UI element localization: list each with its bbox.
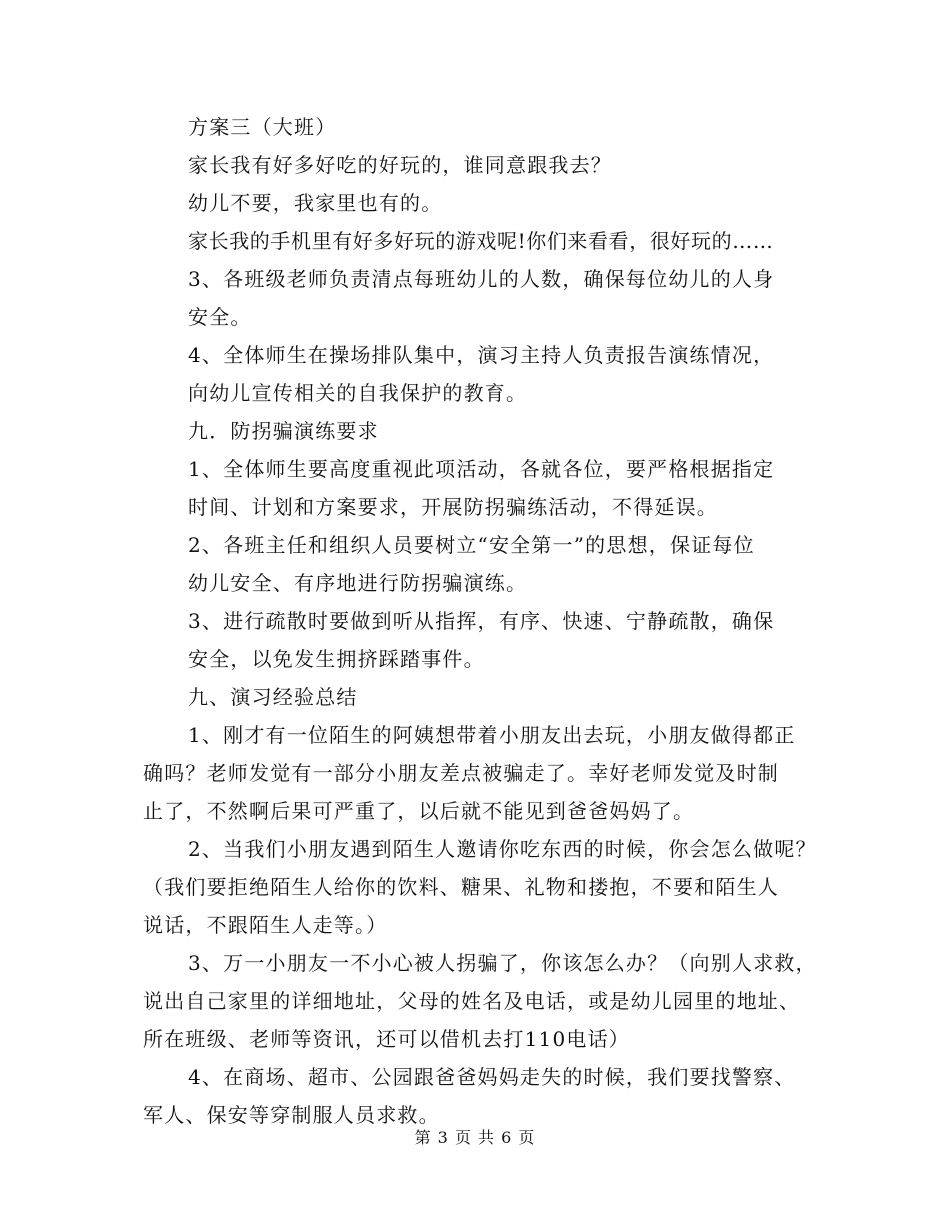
text-line: 安全。 <box>188 305 252 329</box>
text-line: 确吗？老师发觉有一部分小朋友差点被骗走了。幸好老师发觉及时制 <box>143 761 779 785</box>
text-line: 向幼儿宣传相关的自我保护的教育。 <box>188 381 528 405</box>
text-line: 家长我的手机里有好多好玩的游戏呢!你们来看看，很好玩的…… <box>188 229 774 253</box>
text-line: 1、刚才有一位陌生的阿姨想带着小朋友出去玩，小朋友做得都正 <box>188 723 796 747</box>
text-line: 1、全体师生要高度重视此项活动，各就各位，要严格根据指定 <box>188 457 775 481</box>
text-line: 安全，以免发生拥挤踩踏事件。 <box>188 647 485 671</box>
text-line: 止了，不然啊后果可严重了，以后就不能见到爸爸妈妈了。 <box>143 799 695 823</box>
text-line: 2、当我们小朋友遇到陌生人邀请你吃东西的时候，你会怎么做呢？ <box>188 837 817 861</box>
text-line: 4、全体师生在操场排队集中，演习主持人负责报告演练情况， <box>188 343 775 367</box>
text-line: 2、各班主任和组织人员要树立“安全第一”的思想，保证每位 <box>188 533 755 557</box>
page-number: 第 3 页 共 6 页 <box>414 1128 536 1147</box>
text-line: 方案三（大班） <box>188 115 337 139</box>
text-line: 说话，不跟陌生人走等。） <box>143 913 388 937</box>
section-heading: 九．防拐骗演练要求 <box>188 419 379 443</box>
text-line: 时间、计划和方案要求，开展防拐骗练活动，不得延误。 <box>188 495 718 519</box>
text-line: 所在班级、老师等资讯，还可以借机去打110电话） <box>143 1027 630 1051</box>
text-line: 4、在商场、超市、公园跟爸爸妈妈走失的时候，我们要找警察、 <box>188 1065 796 1089</box>
text-line: 3、各班级老师负责清点每班幼儿的人数，确保每位幼儿的人身 <box>188 267 775 291</box>
text-line: 家长我有好多好吃的好玩的，谁同意跟我去？ <box>188 153 612 177</box>
text-line: （我们要拒绝陌生人给你的饮料、糖果、礼物和搂抱，不要和陌生人 <box>143 875 779 899</box>
text-line: 3、进行疏散时要做到听从指挥，有序、快速、宁静疏散，确保 <box>188 609 775 633</box>
text-line: 幼儿不要，我家里也有的。 <box>188 191 443 215</box>
text-line: 幼儿安全、有序地进行防拐骗演练。 <box>188 571 528 595</box>
text-line: 说出自己家里的详细地址，父母的姓名及电话，或是幼儿园里的地址、 <box>143 989 801 1013</box>
text-line: 军人、保安等穿制服人员求救。 <box>143 1103 440 1127</box>
text-line: 3、万一小朋友一不小心被人拐骗了，你该怎么办？（向别人求救， <box>188 951 817 975</box>
section-heading: 九、演习经验总结 <box>188 685 358 709</box>
